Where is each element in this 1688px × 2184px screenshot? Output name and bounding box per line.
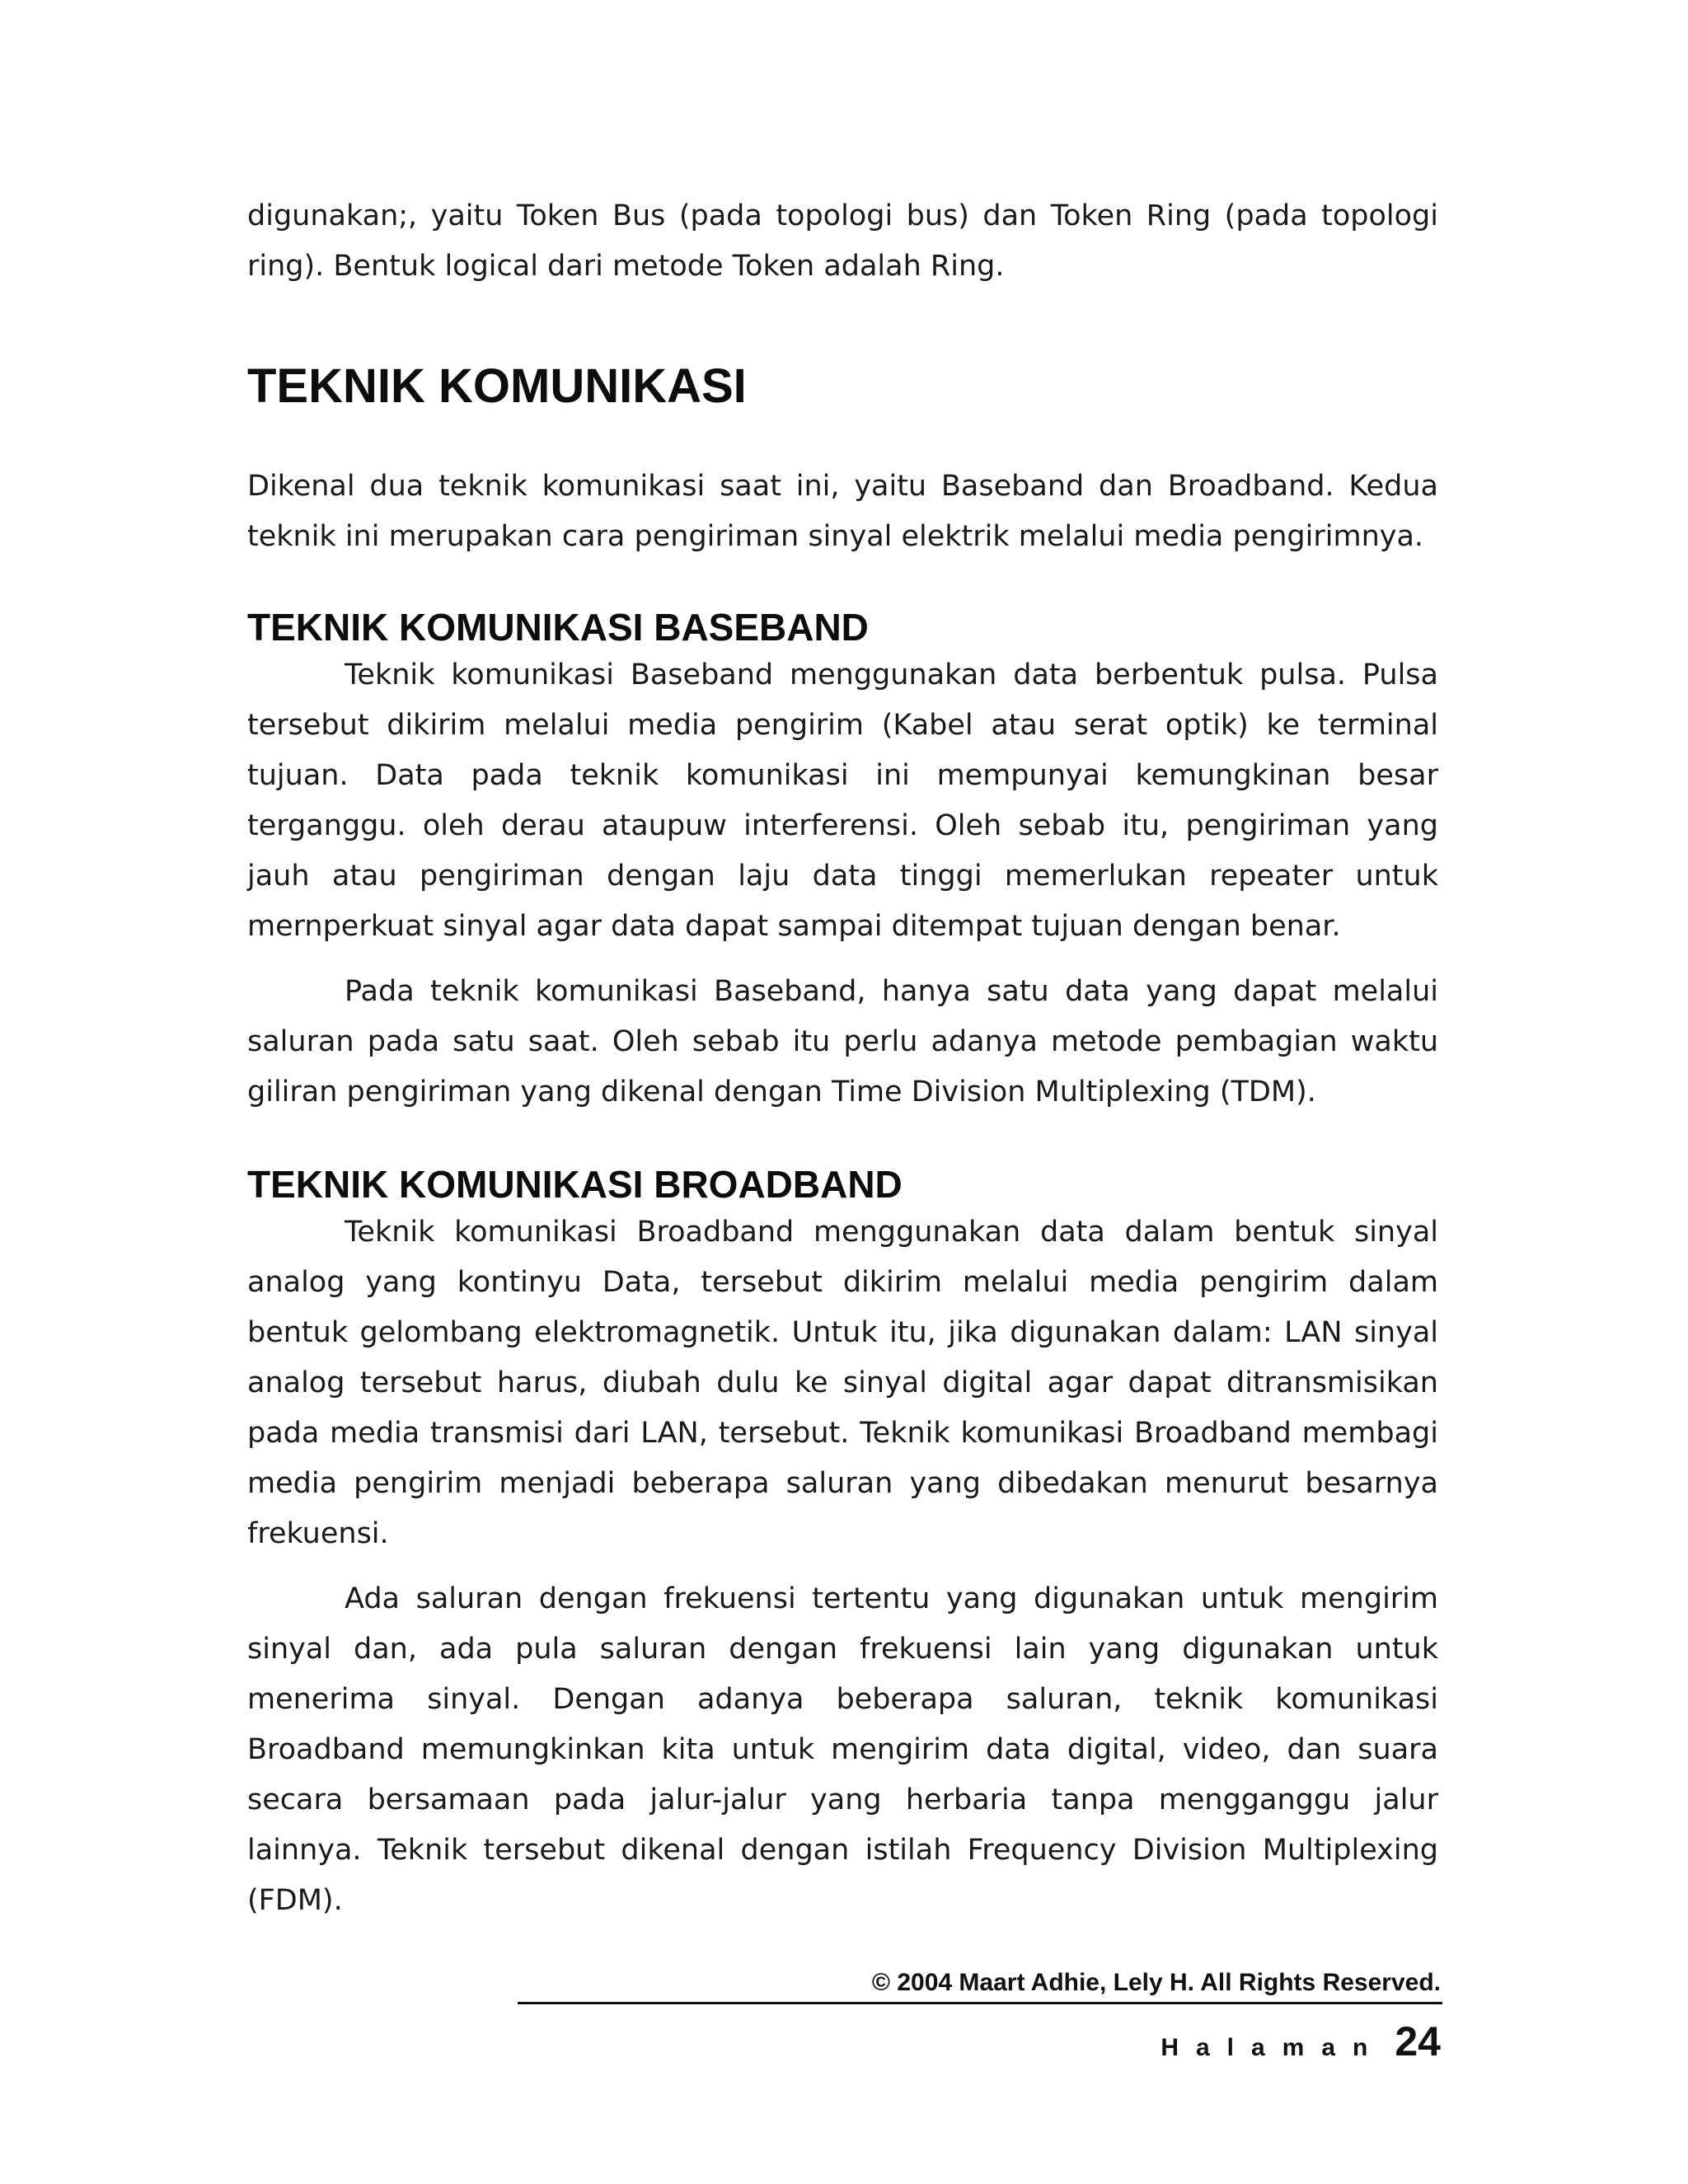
broadband-paragraph-1: Teknik komunikasi Broadband menggunakan data dalam bentuk sinyal analog yang kontinyu Data, tersebut dikirim melalui media pengirim dalam bentuk gelombang elektromagnetik. Untuk itu, jika digunakan dalam: LAN sinyal analog tersebut harus, diubah dulu ke sinyal digital agar dapat ditransmisikan pada media transmisi dari LAN, tersebut. Teknik komunikasi Broadband membagi media pengirim menjadi beberapa saluran yang dibedakan menurut besarnya frekuensi.: [247, 1216, 1438, 1550]
intro-paragraph: digunakan;, yaitu Token Bus (pada topologi bus) dan Token Ring (pada topologi ring). Bentuk logical dari metode Token adalah Ring.: [247, 199, 1438, 283]
section-heading: TEKNIK KOMUNIKASI: [247, 359, 747, 413]
page-indicator: [1160, 2018, 1441, 2065]
page-number: 24: [1395, 2018, 1441, 2064]
footer-divider: [518, 2002, 1442, 2004]
section-paragraph: Dikenal dua teknik komunikasi saat ini, yaitu Baseband dan Broadband. Kedua teknik ini merupakan cara pengiriman sinyal elektrik melalui media pengirimnya.: [247, 470, 1438, 553]
broadband-paragraph-2: Ada saluran dengan frekuensi tertentu yang digunakan untuk mengirim sinyal dan, ada pula saluran dengan frekuensi lain yang digunakan untuk menerima sinyal. Dengan adanya beberapa saluran, teknik komunikasi Broadband memungkinkan kita untuk mengirim data digital, video, dan suara secara bersamaan pada jalur-jalur yang herbaria tanpa mengganggu jalur lainnya. Teknik tersebut dikenal dengan istilah Frequency Division Multiplexing (FDM).: [247, 1582, 1438, 1917]
baseband-heading: TEKNIK KOMUNIKASI BASEBAND: [247, 606, 869, 649]
page-label: Halaman: [1160, 2034, 1386, 2061]
broadband-heading: TEKNIK KOMUNIKASI BROADBAND: [247, 1163, 903, 1206]
baseband-paragraph-1: Teknik komunikasi Baseband menggunakan data berbentuk pulsa. Pulsa tersebut dikirim melalui media pengirim (Kabel atau serat optik) ke terminal tujuan. Data pada teknik komunikasi ini mempunyai kemungkinan besar terganggu. oleh derau ataupuw interferensi. Oleh sebab itu, pengiriman yang jauh atau pengiriman dengan laju data tinggi memerlukan repeater untuk mernperkuat sinyal agar data dapat sampai ditempat tujuan dengan benar.: [247, 658, 1438, 943]
copyright-notice: © 2004 Maart Adhie, Lely H. All Rights Reserved.: [871, 1969, 1441, 1996]
page-content: [247, 191, 1438, 1926]
baseband-paragraph-2: Pada teknik komunikasi Baseband, hanya satu data yang dapat melalui saluran pada satu saat. Oleh sebab itu perlu adanya metode pembagian waktu giliran pengiriman yang dikenal dengan Time Division Multiplexing (TDM).: [247, 975, 1438, 1108]
